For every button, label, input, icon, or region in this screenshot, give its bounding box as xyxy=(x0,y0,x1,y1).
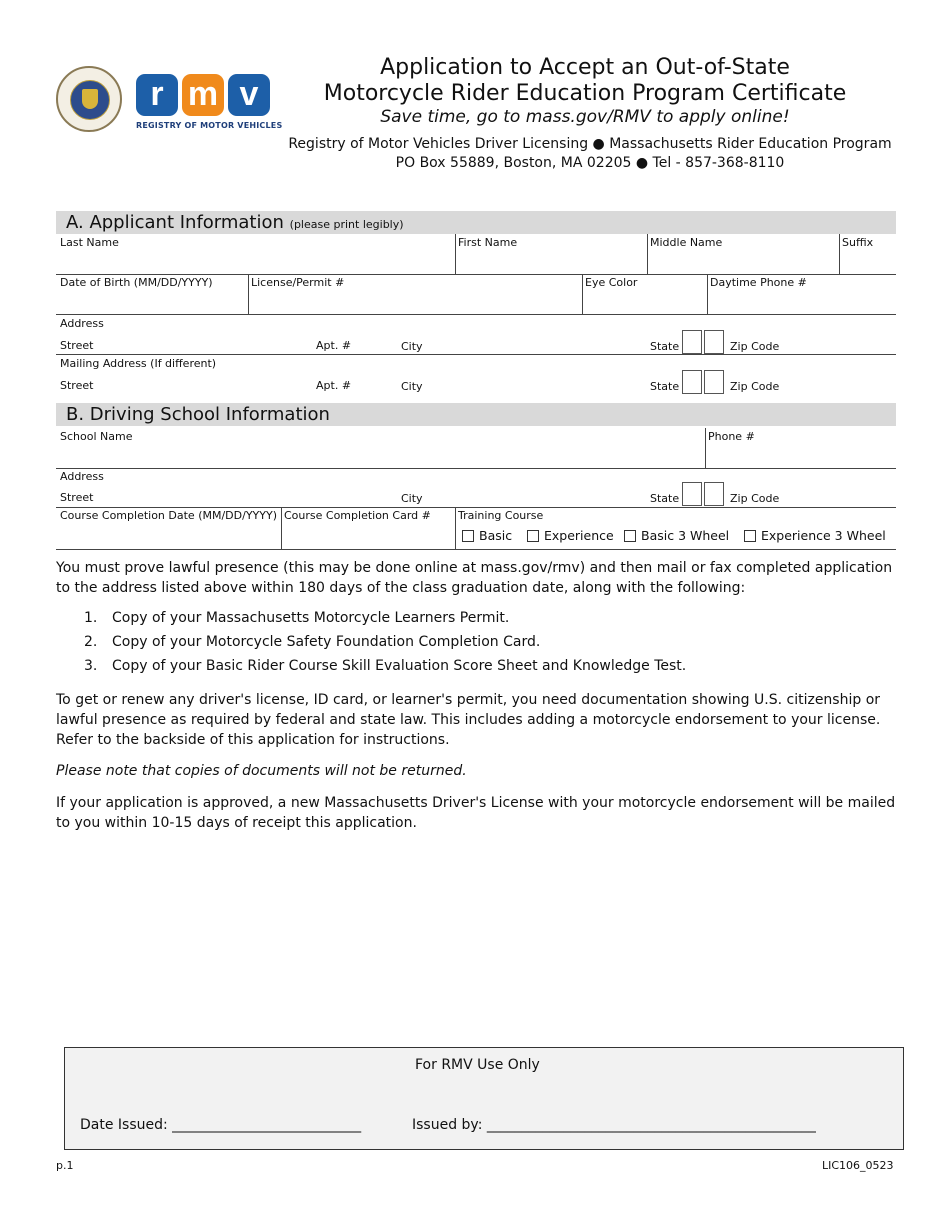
section-a-note: (please print legibly) xyxy=(289,218,404,231)
list-item-2-number: 2. xyxy=(84,634,98,650)
experience-3-wheel-checkbox[interactable] xyxy=(744,530,756,542)
license-label: License/Permit # xyxy=(251,276,345,289)
school-phone-label: Phone # xyxy=(708,430,755,443)
suffix-label: Suffix xyxy=(842,236,874,249)
issued-by-field: Issued by: _______________________________________________ xyxy=(412,1117,816,1133)
school-name-label: School Name xyxy=(60,430,133,443)
list-item-1-text: Copy of your Massachusetts Motorcycle Learners Permit. xyxy=(112,610,510,626)
school-state-box-1[interactable] xyxy=(682,482,702,506)
school-zip-label: Zip Code xyxy=(730,492,780,505)
date-issued-field: Date Issued: ___________________________ xyxy=(80,1117,362,1133)
mailing-state-box-1[interactable] xyxy=(682,370,702,394)
page-number: p.1 xyxy=(56,1159,74,1172)
mailing-state-label: State xyxy=(650,380,680,393)
school-state-label: State xyxy=(650,492,680,505)
first-name-label: First Name xyxy=(458,236,518,249)
mailing-state-box-2[interactable] xyxy=(704,370,724,394)
experience-3-wheel-label: Experience 3 Wheel xyxy=(761,528,886,543)
address-line-2: PO Box 55889, Boston, MA 02205 ● Tel - 857-368-8110 xyxy=(395,155,785,171)
school-state-box-2[interactable] xyxy=(704,482,724,506)
state-label: State xyxy=(650,340,680,353)
state-box-1[interactable] xyxy=(682,330,702,354)
documentation-paragraph: To get or renew any driver's license, ID card, or learner's permit, you need documentation showing U.S. citizenship or lawful presence as required by federal and state law. This includes adding a motorcycle endorsement to your license. Refer to the backside of this application for instructions. xyxy=(56,692,881,748)
basic-3-wheel-checkbox[interactable] xyxy=(624,530,636,542)
experience-checkbox[interactable] xyxy=(527,530,539,542)
daytime-phone-label: Daytime Phone # xyxy=(710,276,807,289)
apt-label: Apt. # xyxy=(316,339,352,352)
massachusetts-seal-logo xyxy=(56,66,122,132)
mailing-address-label: Mailing Address (If different) xyxy=(60,357,217,370)
mailing-zip-label: Zip Code xyxy=(730,380,780,393)
form-title-line1: Application to Accept an Out-of-State xyxy=(380,55,790,80)
completion-card-label: Course Completion Card # xyxy=(284,509,431,522)
list-item-3-text: Copy of your Basic Rider Course Skill Evaluation Score Sheet and Knowledge Test. xyxy=(112,658,687,674)
section-a-header xyxy=(56,211,896,234)
form-id: LIC106_0523 xyxy=(822,1159,894,1172)
rmv-use-only-box xyxy=(64,1047,904,1150)
basic-checkbox[interactable] xyxy=(462,530,474,542)
seal-center-emblem xyxy=(70,80,110,120)
rmv-use-title: For RMV Use Only xyxy=(415,1057,540,1073)
copies-note: Please note that copies of documents will not be returned. xyxy=(56,763,467,779)
section-b-title: B. Driving School Information xyxy=(66,404,330,425)
section-a-title: A. Applicant Information xyxy=(66,212,284,233)
school-street-label: Street xyxy=(60,491,94,504)
section-b-header xyxy=(56,403,896,426)
basic-3-wheel-label: Basic 3 Wheel xyxy=(641,528,730,543)
seal-shield-icon xyxy=(82,89,98,109)
school-city-label: City xyxy=(401,492,423,505)
form-title-line2: Motorcycle Rider Education Program Certificate xyxy=(323,81,847,106)
city-label: City xyxy=(401,340,423,353)
school-address-label: Address xyxy=(60,470,104,483)
eye-color-label: Eye Color xyxy=(585,276,638,289)
address-line-1: Registry of Motor Vehicles Driver Licensing ● Massachusetts Rider Education Program xyxy=(288,136,892,152)
list-item-1-number: 1. xyxy=(84,610,98,626)
rmv-logo-v: v xyxy=(228,74,270,116)
middle-name-label: Middle Name xyxy=(650,236,723,249)
mailing-street-label: Street xyxy=(60,379,94,392)
approval-paragraph: If your application is approved, a new Massachusetts Driver's License with your motorcycle endorsement will be mailed to you within 10-15 days of receipt this application. xyxy=(56,795,896,831)
mailing-apt-label: Apt. # xyxy=(316,379,352,392)
state-box-2[interactable] xyxy=(704,330,724,354)
list-item-2-text: Copy of your Motorcycle Safety Foundation Completion Card. xyxy=(112,634,541,650)
intro-paragraph: You must prove lawful presence (this may be done online at mass.gov/rmv) and then mail or fax completed application to the address listed above within 180 days of the class graduation date, along with the following: xyxy=(56,560,893,596)
experience-label: Experience xyxy=(544,528,614,543)
rmv-logo-tagline: REGISTRY OF MOTOR VEHICLES xyxy=(136,121,283,130)
zip-label: Zip Code xyxy=(730,340,780,353)
form-subtitle: Save time, go to mass.gov/RMV to apply online! xyxy=(380,107,790,127)
mailing-city-label: City xyxy=(401,380,423,393)
basic-label: Basic xyxy=(479,528,513,543)
last-name-label: Last Name xyxy=(60,236,119,249)
address-label: Address xyxy=(60,317,104,330)
rmv-logo-r: r xyxy=(136,74,178,116)
street-label: Street xyxy=(60,339,94,352)
dob-label: Date of Birth (MM/DD/YYYY) xyxy=(60,276,213,289)
rmv-logo-m: m xyxy=(182,74,224,116)
list-item-3-number: 3. xyxy=(84,658,98,674)
training-course-label: Training Course xyxy=(458,509,544,522)
completion-date-label: Course Completion Date (MM/DD/YYYY) xyxy=(60,509,277,522)
